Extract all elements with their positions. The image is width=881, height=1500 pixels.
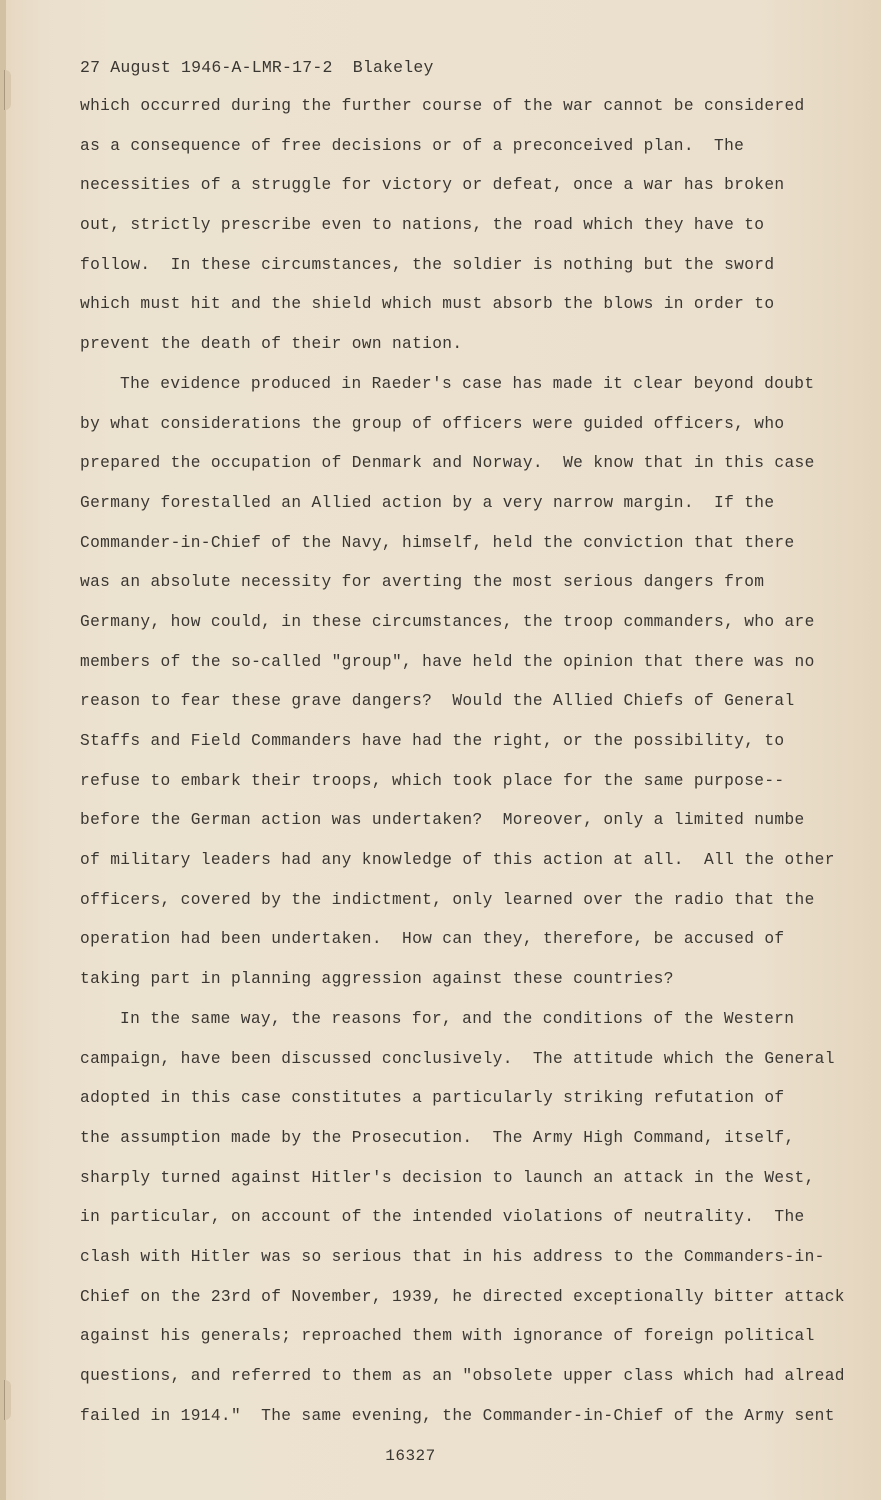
text-line: against his generals; reproached them with ignorance of foreign political [80, 1327, 815, 1346]
text-line: Commander-in-Chief of the Navy, himself, held the conviction that there [80, 533, 795, 552]
binding-hole [4, 1380, 11, 1420]
text-line: sharply turned against Hitler's decision to launch an attack in the West, [80, 1168, 815, 1187]
text-line: necessities of a struggle for victory or defeat, once a war has broken [80, 176, 785, 195]
page-number: 16327 [385, 1447, 436, 1465]
text-line: Staffs and Field Commanders have had the right, or the possibility, to [80, 732, 785, 750]
text-line: officers, covered by the indictment, only learned over the radio that the [80, 890, 815, 909]
paragraph-first-line: In the same way, the reasons for, and the conditions of the Western [120, 1009, 795, 1028]
text-line: in particular, on account of the intended violations of neutrality. The [80, 1208, 805, 1227]
text-line: Germany forestalled an Allied action by a very narrow margin. If the [80, 493, 775, 512]
text-line: adopted in this case constitutes a particularly striking refutation of [80, 1089, 785, 1108]
text-line: as a consequence of free decisions or of a preconceived plan. The [80, 136, 745, 155]
text-line: Germany, how could, in these circumstances, the troop commanders, who are [80, 612, 815, 631]
paragraph-first-line: The evidence produced in Raeder's case has made it clear beyond doubt [120, 374, 815, 393]
text-line: clash with Hitler was so serious that in his address to the Commanders-in- [80, 1247, 825, 1266]
text-line: of military leaders had any knowledge of this action at all. All the other [80, 851, 835, 870]
text-line: prevent the death of their own nation. [80, 335, 463, 354]
text-line: out, strictly prescribe even to nations, the road which they have to [80, 216, 765, 235]
paper-left-edge [0, 0, 6, 1500]
text-line: reason to fear these grave dangers? Would the Allied Chiefs of General [80, 692, 795, 711]
text-line: prepared the occupation of Denmark and Norway. We know that in this case [80, 454, 815, 473]
document-body [80, 94, 845, 1443]
text-line: which occurred during the further course of the war cannot be considered [80, 97, 805, 115]
document-header: 27 August 1946-A-LMR-17-2 Blakeley [80, 58, 434, 77]
text-line: follow. In these circumstances, the soldier is nothing but the sword [80, 255, 775, 274]
page-number-container [0, 1447, 881, 1465]
text-line: campaign, have been discussed conclusively. The attitude which the General [80, 1049, 835, 1068]
text-line: operation had been undertaken. How can they, therefore, be accused of [80, 930, 785, 949]
text-line: before the German action was undertaken? Moreover, only a limited numbe [80, 811, 805, 830]
binding-hole [4, 70, 11, 110]
text-line: members of the so-called "group", have held the opinion that there was no [80, 652, 815, 671]
text-line: which must hit and the shield which must absorb the blows in order to [80, 295, 775, 314]
text-line: taking part in planning aggression against these countries? [80, 970, 674, 989]
text-line: questions, and referred to them as an "obsolete upper class which had alread [80, 1367, 845, 1385]
text-line: Chief on the 23rd of November, 1939, he directed exceptionally bitter attack [80, 1287, 845, 1306]
text-line: the assumption made by the Prosecution. The Army High Command, itself, [80, 1128, 795, 1147]
text-line: refuse to embark their troops, which took place for the same purpose-- [80, 771, 785, 790]
text-line: was an absolute necessity for averting the most serious dangers from [80, 573, 765, 592]
text-line: by what considerations the group of officers were guided officers, who [80, 414, 785, 433]
text-line: failed in 1914." The same evening, the Commander-in-Chief of the Army sent [80, 1406, 835, 1425]
